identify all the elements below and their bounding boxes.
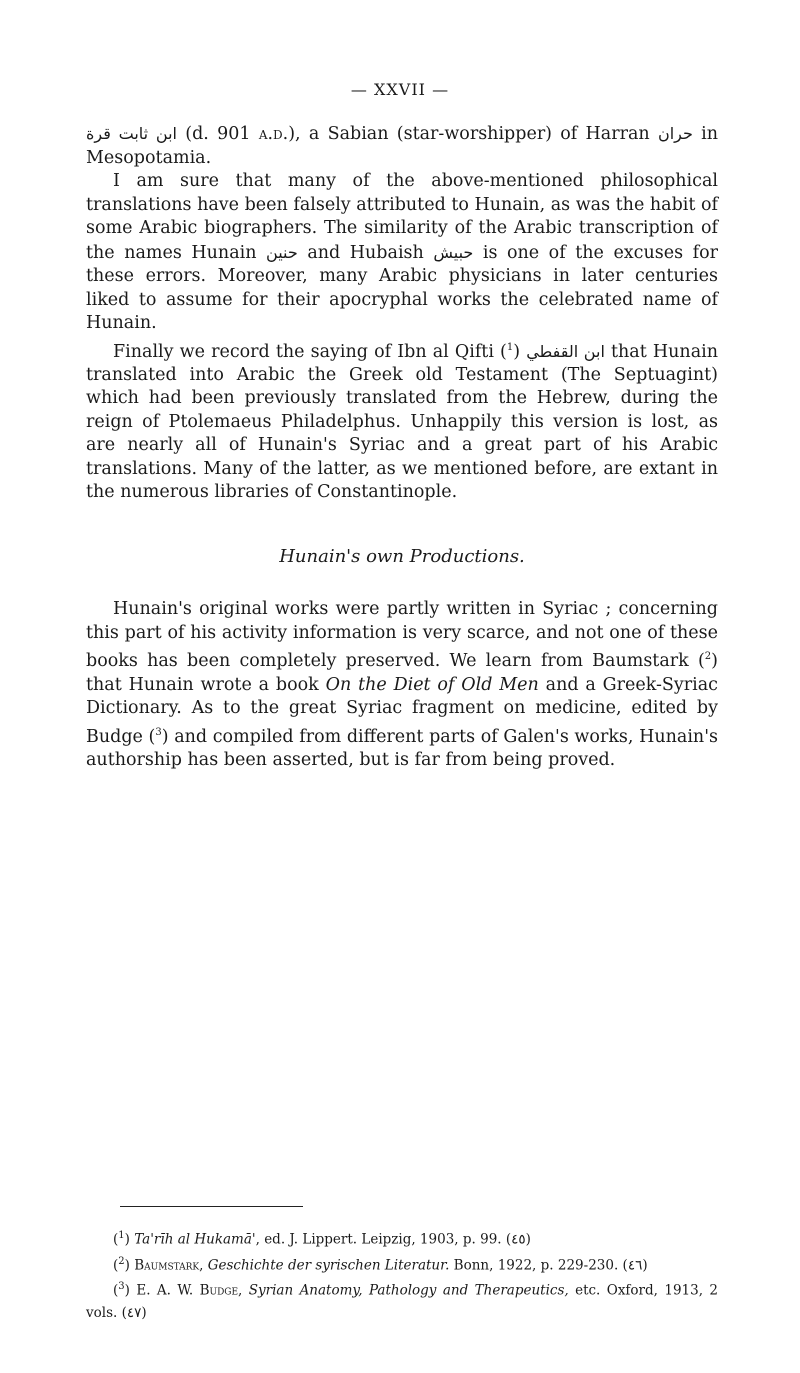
arabic-ibn-al-qifti: ابن القفطي [526,341,605,361]
arabic-harran: حران [657,124,693,143]
footnote-divider [120,1206,303,1207]
footnote-1: ($^1$) Ta'rīh al Hukamā', ed. J. Lippert. Leipzig, 1903, p. 99. (٤٥) [113,1230,531,1248]
arabic-hubaish: حبيش [433,242,474,262]
arabic-hunain: حنين [266,242,298,262]
footnote-ref-3: 3 [155,726,162,738]
footnote-3: ($^3$) E. A. W. Budge, Syrian Anatomy, Pathology and Therapeutics, etc. Oxford, 1913, 2 vols. (٤٧) [86,1281,718,1321]
body-text [86,122,718,772]
page-number: — XXVII — [350,80,450,99]
paragraph-2: I am sure that many of the above-mentioned philosophical translations have been falsely attributed to Hunain, as was the habit of some Arabic biographers. The similarity of the Arabic transcription of the names Hunain حنين and Hubaish حبيش is one of the excuses for these errors. Moreover, many Arabic physicians in later centuries liked to assume for their apocryphal works the celebrated name of Hunain. [86,171,718,333]
footnote-ref-1: 1 [506,341,514,353]
book-title: On the Diet of Old Men [325,674,539,695]
paragraph-3: Finally we record the saying of Ibn al Qifti ($^1$) ابن القفطي that Hunain translated into Arabic the Greek old Testament (The Septuagint) which had been previously translated from the Hebrew, during the reign of Ptolemaeus Philadelphus. Unhappily this version is lost, as are nearly all of Hunain's Syriac and a great part of his Arabic translations. Many of the latter, as we mentioned before, are extant in the numerous libraries of Constantinople. [86,341,718,503]
arabic-name-thabit: ابن ثابت قرة [86,124,178,143]
paragraph-4: Hunain's original works were partly written in Syriac ; concerning this part of his activity information is very scarce, and not one of these books has been completely preserved. We learn from Baumstark ($^2$) that Hunain wrote a book On the Diet of Old Men and a Greek-Syriac Dictionary. As to the great Syriac fragment on medicine, edited by Budge ($^3$) and compiled from different parts of Galen's works, Hunain's authorship has been asserted, but is far from being proved. [86,599,718,770]
footnotes [86,1225,718,1324]
section-heading: Hunain's own Productions. [279,545,525,567]
footnote-ref-2: 2 [704,651,712,663]
footnote-2: ($^2$) Baumstark, Geschichte der syrischen Literatur. Bonn, 1922, p. 229-230. (٤٦) [113,1255,648,1273]
paragraph-1: ابن ثابت قرة (d. 901 a.d.), a Sabian (star-worshipper) of Harran حران in Mesopotamia. [86,124,719,168]
